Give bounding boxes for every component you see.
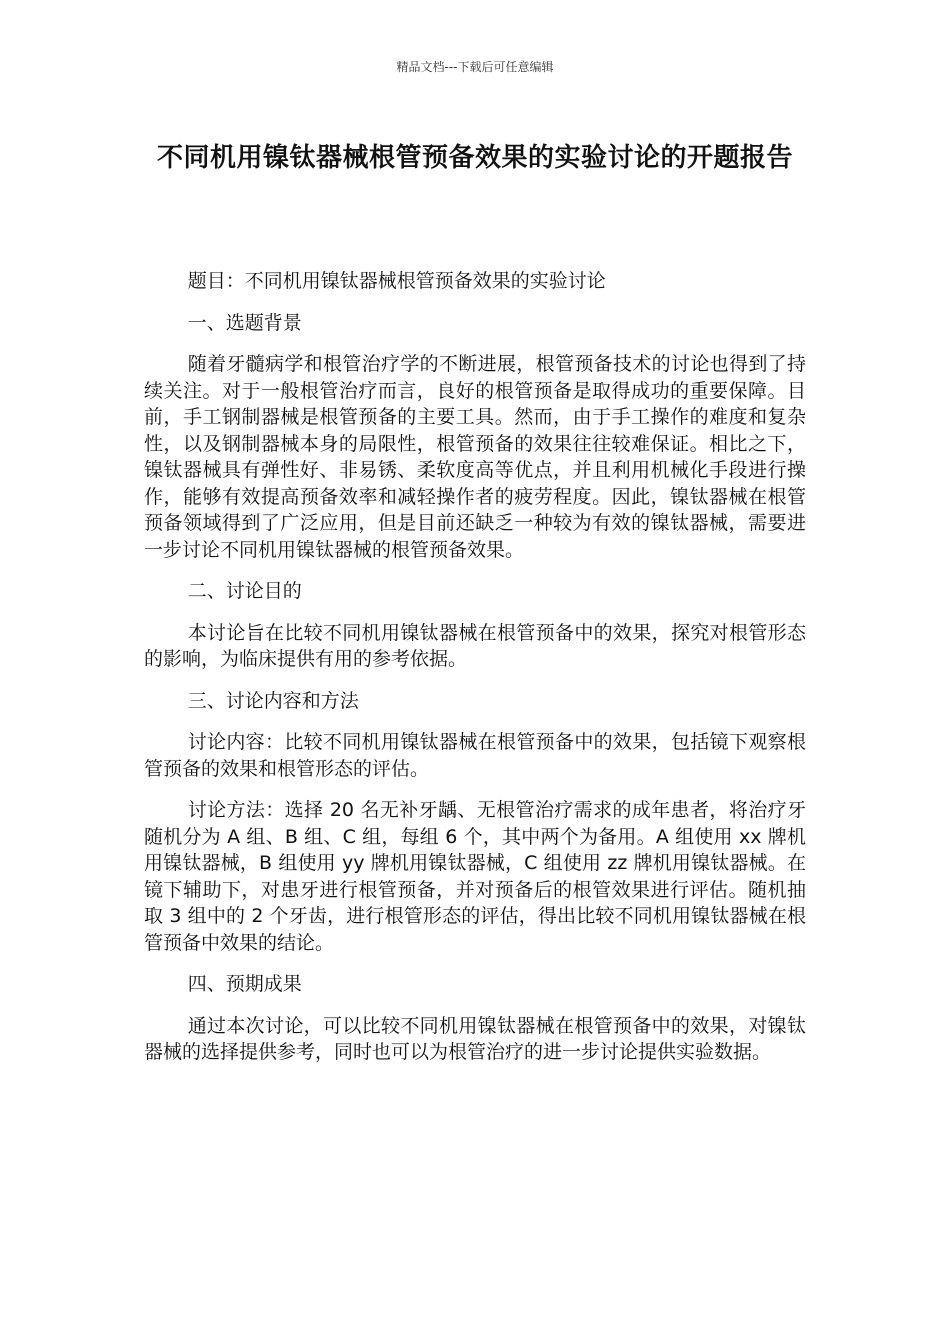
topic-line: 题目：不同机用镍钛器械根管预备效果的实验讨论 (187, 270, 606, 292)
section-paragraph-background: 随着牙髓病学和根管治疗学的不断进展，根管预备技术的讨论也得到了持续关注。对于一般根管治疗而言，良好的根管预备是取得成功的重要保障。目前，手工钢制器械是根管预备的主要工具。然而，由于手工操作的难度和复杂性，以及钢制器械本身的局限性，根管预备的效果往往较难保证。相比之下，镍钛器械具有弹性好、非易锈、柔软度高等优点，并且利用机械化手段进行操作，能够有效提高预备效率和减轻操作者的疲劳程度。因此，镍钛器械在根管预备领域得到了广泛应用，但是目前还缺乏一种较为有效的镍钛器械，需要进一步讨论不同机用镍钛器械的根管预备效果。 (144, 353, 806, 561)
document-title: 不同机用镍钛器械根管预备效果的实验讨论的开题报告 (156, 143, 793, 173)
page-header: 精品文档---下载后可任意编辑 (396, 60, 554, 74)
section-paragraph-method: 讨论方法：选择 20 名无补牙龋、无根管治疗需求的成年患者，将治疗牙随机分为 A 组、B 组、C 组，每组 6 个，其中两个为备用。A 组使用 xx 牌机用镍钛器械，B 组使用 yy 牌机用镍钛器械，C 组使用 zz 牌机用镍钛器械。在镜下辅助下，对患牙进行根管预备，并对预备后的根管效果进行评估。随机抽取 3 组中的 2 个牙齿，进行根管形态的评估，得出比较不同机用镍钛器械在根管预备中效果的结论。 (144, 799, 806, 954)
section-paragraph-purpose: 本讨论旨在比较不同机用镍钛器械在根管预备中的效果，探究对根管形态的影响，为临床提供有用的参考依据。 (144, 621, 806, 670)
section-heading-content-method: 三、讨论内容和方法 (187, 689, 359, 712)
section-paragraph-expected-results: 通过本次讨论，可以比较不同机用镍钛器械在根管预备中的效果，对镍钛器械的选择提供参考，同时也可以为根管治疗的进一步讨论提供实验数据。 (144, 1014, 806, 1063)
document-body (144, 268, 806, 1081)
section-paragraph-content: 讨论内容：比较不同机用镍钛器械在根管预备中的效果，包括镜下观察根管预备的效果和根管形态的评估。 (144, 731, 806, 780)
section-heading-expected-results: 四、预期成果 (187, 973, 302, 995)
section-heading-background: 一、选题背景 (187, 311, 302, 334)
section-heading-purpose: 二、讨论目的 (187, 580, 302, 602)
